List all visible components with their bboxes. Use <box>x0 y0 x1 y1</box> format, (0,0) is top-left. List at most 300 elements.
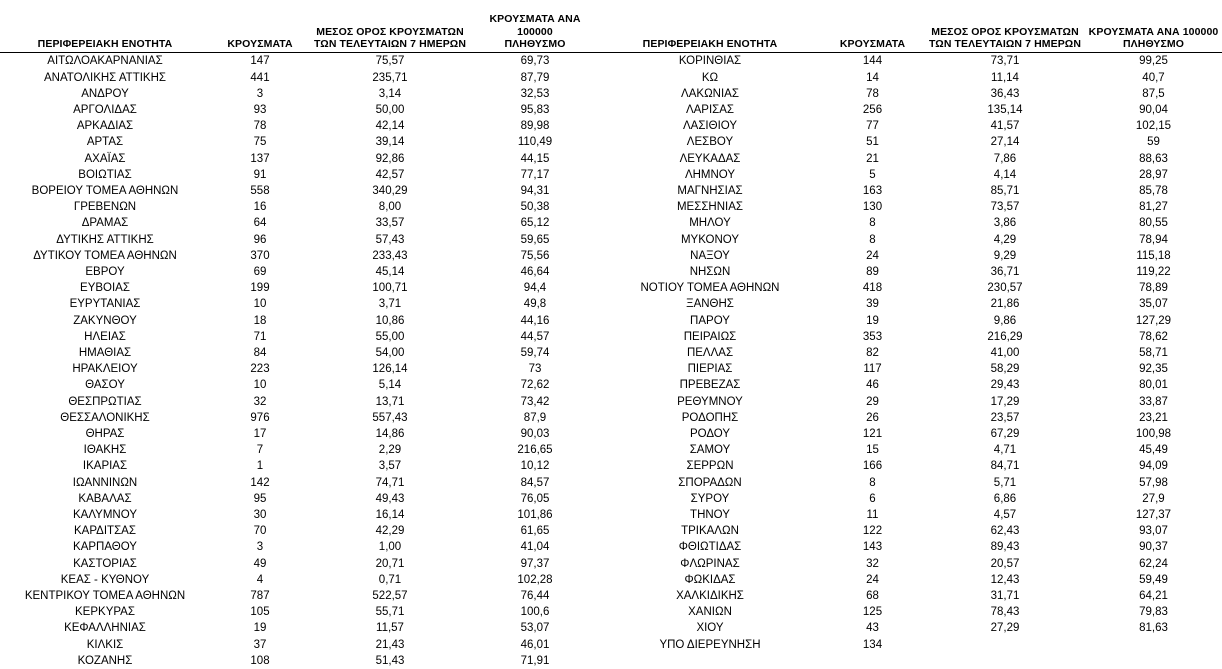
header-region-right: ΠΕΡΙΦΕΡΕΙΑΚΗ ΕΝΟΤΗΤΑ <box>600 38 820 53</box>
avg7-cell: 57,43 <box>375 233 405 246</box>
region-cell: ΒΟΡΕΙΟΥ ΤΟΜΕΑ ΑΘΗΝΩΝ <box>31 185 179 197</box>
per100k-cell: 75,56 <box>520 249 550 262</box>
cases-cell: 256 <box>862 103 883 116</box>
per100k-cell: 85,78 <box>1139 185 1168 197</box>
region-cell: ΗΜΑΘΙΑΣ <box>78 347 132 360</box>
region-cell: ΤΡΙΚΑΛΩΝ <box>681 525 739 538</box>
table-row <box>600 215 1222 231</box>
cases-cell: 14 <box>866 71 879 84</box>
avg7-cell: 557,43 <box>372 411 408 424</box>
region-cell: ΘΕΣΣΑΛΟΝΙΚΗΣ <box>60 411 150 424</box>
table-row <box>600 604 1222 620</box>
table-row <box>600 588 1222 604</box>
table-header-left <box>0 6 600 53</box>
table-row <box>0 118 600 134</box>
region-cell: ΦΛΩΡΙΝΑΣ <box>680 557 740 570</box>
cases-cell: 223 <box>250 363 270 376</box>
per100k-cell: 119,22 <box>1136 266 1171 279</box>
cases-cell: 69 <box>253 266 267 279</box>
cases-cell: 147 <box>250 55 270 68</box>
region-cell: ΣΕΡΡΩΝ <box>686 460 734 473</box>
per100k-cell: 79,83 <box>1139 606 1168 619</box>
avg7-cell: 16,14 <box>375 509 405 522</box>
per100k-cell: 72,62 <box>520 379 550 392</box>
region-cell: ΘΕΣΠΡΩΤΙΑΣ <box>68 395 142 408</box>
per100k-cell: 59,49 <box>1139 573 1168 586</box>
cases-cell: 21 <box>866 152 879 165</box>
table-row <box>0 199 600 215</box>
header-per100k-sub-left: ΠΛΗΘΥΣΜΟ <box>470 38 600 53</box>
header-row-bottom-right <box>600 38 1222 53</box>
avg7-cell: 5,71 <box>993 476 1017 489</box>
avg7-cell: 8,00 <box>378 201 402 214</box>
region-cell: ΘΗΡΑΣ <box>85 428 125 441</box>
table-row <box>0 410 600 426</box>
per100k-cell: 88,63 <box>1139 152 1168 165</box>
table-row <box>0 377 600 393</box>
regional-cases-table-left <box>0 6 600 669</box>
table-row <box>600 232 1222 248</box>
cases-cell: 4 <box>256 573 264 586</box>
region-cell: ΝΗΣΩΝ <box>689 266 731 279</box>
region-cell: ΚΩ <box>701 71 719 84</box>
per100k-cell: 49,8 <box>523 298 547 311</box>
cases-cell: 26 <box>866 411 879 424</box>
region-cell: ΚΙΛΚΙΣ <box>86 638 124 651</box>
avg7-cell: 39,14 <box>375 136 405 149</box>
avg7-cell: 33,57 <box>375 217 405 230</box>
table-row <box>0 539 600 555</box>
avg7-cell: 67,29 <box>990 428 1020 441</box>
cases-cell: 353 <box>862 330 883 343</box>
cases-cell: 134 <box>862 638 883 651</box>
avg7-cell: 73,71 <box>990 55 1020 68</box>
avg7-cell: 135,14 <box>987 103 1023 116</box>
region-cell: ΓΡΕΒΕΝΩΝ <box>73 201 137 214</box>
per100k-cell: 90,04 <box>1139 103 1168 116</box>
per100k-cell: 90,37 <box>1139 541 1168 554</box>
avg7-cell: 7,86 <box>993 152 1017 165</box>
table-row <box>0 458 600 474</box>
avg7-cell: 27,14 <box>990 136 1020 149</box>
cases-cell: 91 <box>253 168 267 181</box>
avg7-cell: 3,57 <box>378 460 402 473</box>
region-cell: ΕΥΡΥΤΑΝΙΑΣ <box>69 298 141 311</box>
header-row-top-right <box>600 6 1222 38</box>
cases-cell: 441 <box>250 71 270 84</box>
avg7-cell: 29,43 <box>990 379 1020 392</box>
per100k-cell: 81,63 <box>1139 622 1168 635</box>
cases-cell: 84 <box>253 347 267 360</box>
per100k-cell: 78,89 <box>1139 282 1168 295</box>
region-cell: ΧΙΟΥ <box>696 622 724 635</box>
cases-cell: 19 <box>866 314 879 327</box>
table-row <box>0 620 600 636</box>
region-cell: ΜΑΓΝΗΣΙΑΣ <box>677 185 743 197</box>
region-cell: ΗΡΑΚΛΕΙΟΥ <box>72 363 138 376</box>
avg7-cell: 235,71 <box>372 71 408 84</box>
region-cell: ΑΝΔΡΟΥ <box>81 87 129 100</box>
regional-cases-table-right <box>600 6 1222 653</box>
region-cell: ΑΝΑΤΟΛΙΚΗΣ ΑΤΤΙΚΗΣ <box>43 71 166 84</box>
per100k-cell: 92,35 <box>1139 363 1168 376</box>
region-cell: ΜΥΚΟΝΟΥ <box>680 233 740 246</box>
table-row <box>600 637 1222 653</box>
region-cell: ΦΘΙΩΤΙΔΑΣ <box>678 541 742 554</box>
header-region-left: ΠΕΡΙΦΕΡΕΙΑΚΗ ΕΝΟΤΗΤΑ <box>0 38 210 53</box>
per100k-cell: 102,15 <box>1135 120 1172 133</box>
per100k-cell: 80,55 <box>1139 217 1168 230</box>
region-cell: ΦΩΚΙΔΑΣ <box>684 573 736 586</box>
header-avg7-sub-left: ΤΩΝ ΤΕΛΕΥΤΑΙΩΝ 7 ΗΜΕΡΩΝ <box>310 38 470 53</box>
region-cell: ΑΡΓΟΛΙΔΑΣ <box>73 103 137 116</box>
cases-cell: 5 <box>869 168 876 181</box>
tables-container <box>0 6 1222 669</box>
region-cell: ΚΟΡΙΝΘΙΑΣ <box>678 55 742 68</box>
avg7-cell: 50,00 <box>375 103 405 116</box>
cases-cell: 7 <box>256 444 264 457</box>
region-cell: ΣΑΜΟΥ <box>689 444 731 457</box>
region-cell: ΗΛΕΙΑΣ <box>84 330 126 343</box>
cases-cell: 30 <box>253 509 267 522</box>
cases-cell: 199 <box>250 282 270 295</box>
region-cell: ΑΙΤΩΛΟΑΚΑΡΝΑΝΙΑΣ <box>47 55 163 68</box>
avg7-cell: 4,57 <box>993 509 1017 522</box>
avg7-cell: 74,71 <box>375 476 405 489</box>
region-cell: ΑΧΑΪΑΣ <box>84 152 126 165</box>
table-row <box>0 183 600 199</box>
cases-cell: 125 <box>862 606 883 619</box>
header-row-bottom-left <box>0 38 600 53</box>
avg7-cell: 11,57 <box>376 622 404 635</box>
per100k-cell: 71,91 <box>520 654 550 667</box>
per100k-cell: 57,98 <box>1139 476 1168 489</box>
region-cell: ΥΠΟ ΔΙΕΡΕΥΝΗΣΗ <box>659 638 761 651</box>
table-row <box>0 70 600 86</box>
avg7-cell: 62,43 <box>990 525 1020 538</box>
avg7-cell <box>925 637 1085 653</box>
table-row <box>0 653 600 669</box>
header-avg7-sub-right: ΤΩΝ ΤΕΛΕΥΤΑΙΩΝ 7 ΗΜΕΡΩΝ <box>925 38 1085 53</box>
region-cell: ΛΗΜΝΟΥ <box>684 168 736 181</box>
per100k-cell: 58,71 <box>1139 347 1168 360</box>
per100k-cell: 216,65 <box>517 444 553 457</box>
table-row <box>600 458 1222 474</box>
table-row <box>600 539 1222 555</box>
region-cell: ΑΡΚΑΔΙΑΣ <box>76 120 134 133</box>
region-cell: ΚΕΝΤΡΙΚΟΥ ΤΟΜΕΑ ΑΘΗΝΩΝ <box>24 590 186 603</box>
avg7-cell: 85,71 <box>990 185 1020 197</box>
avg7-cell: 4,29 <box>993 233 1017 246</box>
cases-cell: 17 <box>253 428 267 441</box>
per100k-cell: 40,7 <box>1142 71 1165 84</box>
avg7-cell: 21,43 <box>375 638 405 651</box>
table-row <box>0 102 600 118</box>
per100k-cell: 100,6 <box>520 606 550 619</box>
cases-cell: 49 <box>253 557 267 570</box>
avg7-cell: 92,86 <box>375 152 405 165</box>
region-cell: ΣΠΟΡΑΔΩΝ <box>678 476 742 489</box>
table-row <box>600 475 1222 491</box>
header-cases-top-left <box>210 6 310 38</box>
region-cell: ΠΕΛΛΑΣ <box>686 347 734 360</box>
table-row <box>0 475 600 491</box>
cases-cell: 976 <box>250 411 270 424</box>
region-cell: ΠΡΕΒΕΖΑΣ <box>679 379 741 392</box>
table-row <box>600 410 1222 426</box>
per100k-cell: 87,5 <box>1142 87 1165 100</box>
header-row-top-left <box>0 6 600 38</box>
table-row <box>0 215 600 231</box>
per100k-cell: 95,83 <box>520 103 550 116</box>
table-row <box>0 442 600 458</box>
cases-cell: 105 <box>250 606 270 619</box>
cases-cell: 143 <box>862 541 883 554</box>
table-header-right <box>600 6 1222 53</box>
per100k-cell: 61,65 <box>520 525 550 538</box>
table-row <box>600 361 1222 377</box>
cases-cell: 19 <box>253 622 267 635</box>
header-region-top-right <box>600 6 820 38</box>
region-cell: ΠΕΙΡΑΙΩΣ <box>683 330 737 343</box>
avg7-cell: 126,14 <box>372 363 408 376</box>
region-cell: ΠΑΡΟΥ <box>690 314 730 327</box>
avg7-cell: 21,86 <box>990 298 1020 311</box>
region-cell: ΣΥΡΟΥ <box>690 492 730 505</box>
region-cell: ΝΟΤΙΟΥ ΤΟΜΕΑ ΑΘΗΝΩΝ <box>640 282 780 295</box>
region-cell: ΡΟΔΟΥ <box>689 428 731 441</box>
cases-cell: 130 <box>862 201 883 214</box>
cases-cell: 122 <box>862 525 883 538</box>
per100k-cell: 115,18 <box>1136 249 1171 262</box>
table-row <box>0 572 600 588</box>
table-row <box>0 296 600 312</box>
table-row <box>600 556 1222 572</box>
table-body-left <box>0 53 600 669</box>
header-avg7-top-right: ΜΕΣΟΣ ΟΡΟΣ ΚΡΟΥΣΜΑΤΩΝ <box>931 25 1079 38</box>
region-cell: ΚΕΑΣ - ΚΥΘΝΟΥ <box>60 573 150 586</box>
per100k-cell: 80,01 <box>1139 379 1168 392</box>
table-row <box>600 426 1222 442</box>
per100k-cell: 73,42 <box>520 395 550 408</box>
cases-cell: 96 <box>253 233 267 246</box>
avg7-cell: 9,29 <box>993 249 1017 262</box>
table-row <box>0 248 600 264</box>
avg7-cell: 89,43 <box>990 541 1020 554</box>
table-row <box>0 134 600 150</box>
table-row <box>600 134 1222 150</box>
header-cases-top-right <box>820 6 925 38</box>
cases-cell: 137 <box>250 152 270 165</box>
table-row <box>600 264 1222 280</box>
avg7-cell: 73,57 <box>990 201 1020 214</box>
avg7-cell: 31,71 <box>990 590 1020 603</box>
cases-cell: 37 <box>253 638 267 651</box>
table-row <box>0 329 600 345</box>
region-cell: ΙΩΑΝΝΙΝΩΝ <box>72 476 138 489</box>
per100k-cell: 28,97 <box>1139 168 1168 181</box>
region-cell: ΡΟΔΟΠΗΣ <box>681 411 739 424</box>
per100k-cell: 35,07 <box>1139 298 1168 311</box>
table-body-right <box>600 53 1222 653</box>
region-cell: ΔΡΑΜΑΣ <box>81 217 129 230</box>
table-row <box>0 426 600 442</box>
region-cell: ΛΑΣΙΘΙΟΥ <box>682 120 738 133</box>
per100k-cell: 94,4 <box>523 282 547 295</box>
table-row <box>600 313 1222 329</box>
table-row <box>0 53 600 70</box>
avg7-cell: 20,57 <box>990 557 1020 570</box>
cases-cell: 39 <box>866 298 879 311</box>
cases-cell: 24 <box>866 249 879 262</box>
table-row <box>600 394 1222 410</box>
per100k-cell: 65,12 <box>520 217 550 230</box>
table-row <box>600 507 1222 523</box>
table-row <box>600 151 1222 167</box>
per100k-cell: 59,65 <box>520 233 550 246</box>
table-row <box>0 232 600 248</box>
per100k-cell: 78,62 <box>1139 330 1168 343</box>
cases-cell: 71 <box>253 330 267 343</box>
avg7-cell: 233,43 <box>372 249 408 262</box>
table-row <box>600 118 1222 134</box>
table-row <box>600 280 1222 296</box>
region-cell: ΚΑΡΠΑΘΟΥ <box>73 541 137 554</box>
cases-cell: 11 <box>866 509 879 522</box>
cases-cell: 166 <box>862 460 883 473</box>
avg7-cell: 42,14 <box>375 120 405 133</box>
cases-cell: 68 <box>866 590 879 603</box>
table-row <box>600 102 1222 118</box>
cases-cell: 95 <box>253 492 267 505</box>
region-cell: ΚΑΣΤΟΡΙΑΣ <box>73 557 137 570</box>
table-row <box>0 394 600 410</box>
cases-cell: 75 <box>253 136 267 149</box>
cases-cell: 108 <box>250 654 270 667</box>
region-cell: ΚΑΒΑΛΑΣ <box>78 492 132 505</box>
per100k-cell: 77,17 <box>520 168 550 181</box>
avg7-cell: 6,86 <box>993 492 1017 505</box>
cases-cell: 8 <box>869 217 876 230</box>
per100k-cell: 53,07 <box>520 622 550 635</box>
cases-cell: 18 <box>253 314 267 327</box>
table-row <box>600 572 1222 588</box>
cases-cell: 558 <box>250 185 270 197</box>
header-avg7-top-left: ΜΕΣΟΣ ΟΡΟΣ ΚΡΟΥΣΜΑΤΩΝ <box>316 25 464 38</box>
per100k-cell: 76,44 <box>520 590 550 603</box>
cases-cell: 77 <box>866 120 879 133</box>
table-row <box>600 199 1222 215</box>
avg7-cell: 54,00 <box>375 347 405 360</box>
region-cell: ΧΑΝΙΩΝ <box>688 606 732 619</box>
avg7-cell: 42,57 <box>375 168 405 181</box>
cases-cell: 3 <box>256 541 264 554</box>
table-row <box>0 556 600 572</box>
region-cell: ΠΙΕΡΙΑΣ <box>687 363 733 376</box>
cases-cell: 163 <box>862 185 883 197</box>
table-row <box>0 86 600 102</box>
avg7-cell: 51,43 <box>375 654 405 667</box>
table-row <box>600 523 1222 539</box>
table-row <box>0 361 600 377</box>
avg7-cell: 522,57 <box>372 590 408 603</box>
region-cell: ΑΡΤΑΣ <box>86 136 124 149</box>
per100k-cell: 32,53 <box>520 87 550 100</box>
per100k-cell: 46,64 <box>520 266 550 279</box>
per100k-cell: 27,9 <box>1142 492 1165 505</box>
table-row <box>0 507 600 523</box>
avg7-cell: 5,14 <box>378 379 402 392</box>
avg7-cell: 4,71 <box>993 444 1017 457</box>
avg7-cell: 3,71 <box>378 298 402 311</box>
per100k-cell: 93,07 <box>1139 525 1168 538</box>
table-row <box>0 637 600 653</box>
cases-cell: 15 <box>866 444 879 457</box>
avg7-cell: 23,57 <box>990 411 1020 424</box>
per100k-cell: 78,94 <box>1139 233 1168 246</box>
per100k-cell: 81,27 <box>1139 201 1168 214</box>
table-row <box>0 588 600 604</box>
header-per100k-top-right: ΚΡΟΥΣΜΑΤΑ ΑΝΑ 100000 <box>1088 25 1219 38</box>
per100k-cell: 59 <box>1147 136 1160 149</box>
table-row <box>0 523 600 539</box>
avg7-cell: 4,14 <box>993 168 1017 181</box>
region-cell: ΘΑΣΟΥ <box>85 379 125 392</box>
table-row <box>600 345 1222 361</box>
per100k-cell: 87,9 <box>523 411 547 424</box>
region-cell: ΕΥΒΟΙΑΣ <box>80 282 130 295</box>
table-row <box>600 329 1222 345</box>
per100k-cell: 44,16 <box>520 314 550 327</box>
avg7-cell: 0,71 <box>378 573 402 586</box>
header-per100k-sub-right: ΠΛΗΘΥΣΜΟ <box>1085 38 1222 53</box>
region-cell: ΧΑΛΚΙΔΙΚΗΣ <box>676 590 744 603</box>
per100k-cell: 44,15 <box>520 152 550 165</box>
region-cell: ΙΚΑΡΙΑΣ <box>82 460 128 473</box>
cases-cell: 32 <box>253 395 267 408</box>
avg7-cell: 78,43 <box>990 606 1020 619</box>
cases-cell: 29 <box>866 395 879 408</box>
per100k-cell: 127,37 <box>1135 509 1172 522</box>
cases-cell: 70 <box>253 525 267 538</box>
region-cell: ΞΑΝΘΗΣ <box>686 298 734 311</box>
cases-cell: 64 <box>253 217 267 230</box>
region-cell: ΝΑΞΟΥ <box>690 249 730 262</box>
per100k-cell: 23,21 <box>1139 411 1168 424</box>
avg7-cell: 36,43 <box>990 87 1020 100</box>
region-cell: ΔΥΤΙΚΟΥ ΤΟΜΕΑ ΑΘΗΝΩΝ <box>33 249 177 262</box>
table-row <box>600 620 1222 636</box>
per100k-cell: 50,38 <box>520 201 550 214</box>
avg7-cell: 42,29 <box>375 525 405 538</box>
per100k-cell: 90,03 <box>520 428 550 441</box>
table-row <box>0 264 600 280</box>
cases-cell: 142 <box>250 476 270 489</box>
avg7-cell: 55,71 <box>375 606 405 619</box>
per100k-cell: 62,24 <box>1139 557 1168 570</box>
region-cell: ΛΑΡΙΣΑΣ <box>685 103 735 116</box>
region-cell: ΚΕΦΑΛΛΗΝΙΑΣ <box>64 622 146 635</box>
table-row <box>600 167 1222 183</box>
table-row <box>0 313 600 329</box>
region-cell: ΔΥΤΙΚΗΣ ΑΤΤΙΚΗΣ <box>56 233 154 246</box>
region-cell: ΒΟΙΩΤΙΑΣ <box>78 168 132 181</box>
region-cell: ΚΕΡΚΥΡΑΣ <box>75 606 135 619</box>
avg7-cell: 100,71 <box>372 282 408 295</box>
avg7-cell: 58,29 <box>990 363 1020 376</box>
table-row <box>0 167 600 183</box>
region-cell: ΚΟΖΑΝΗΣ <box>77 654 133 667</box>
